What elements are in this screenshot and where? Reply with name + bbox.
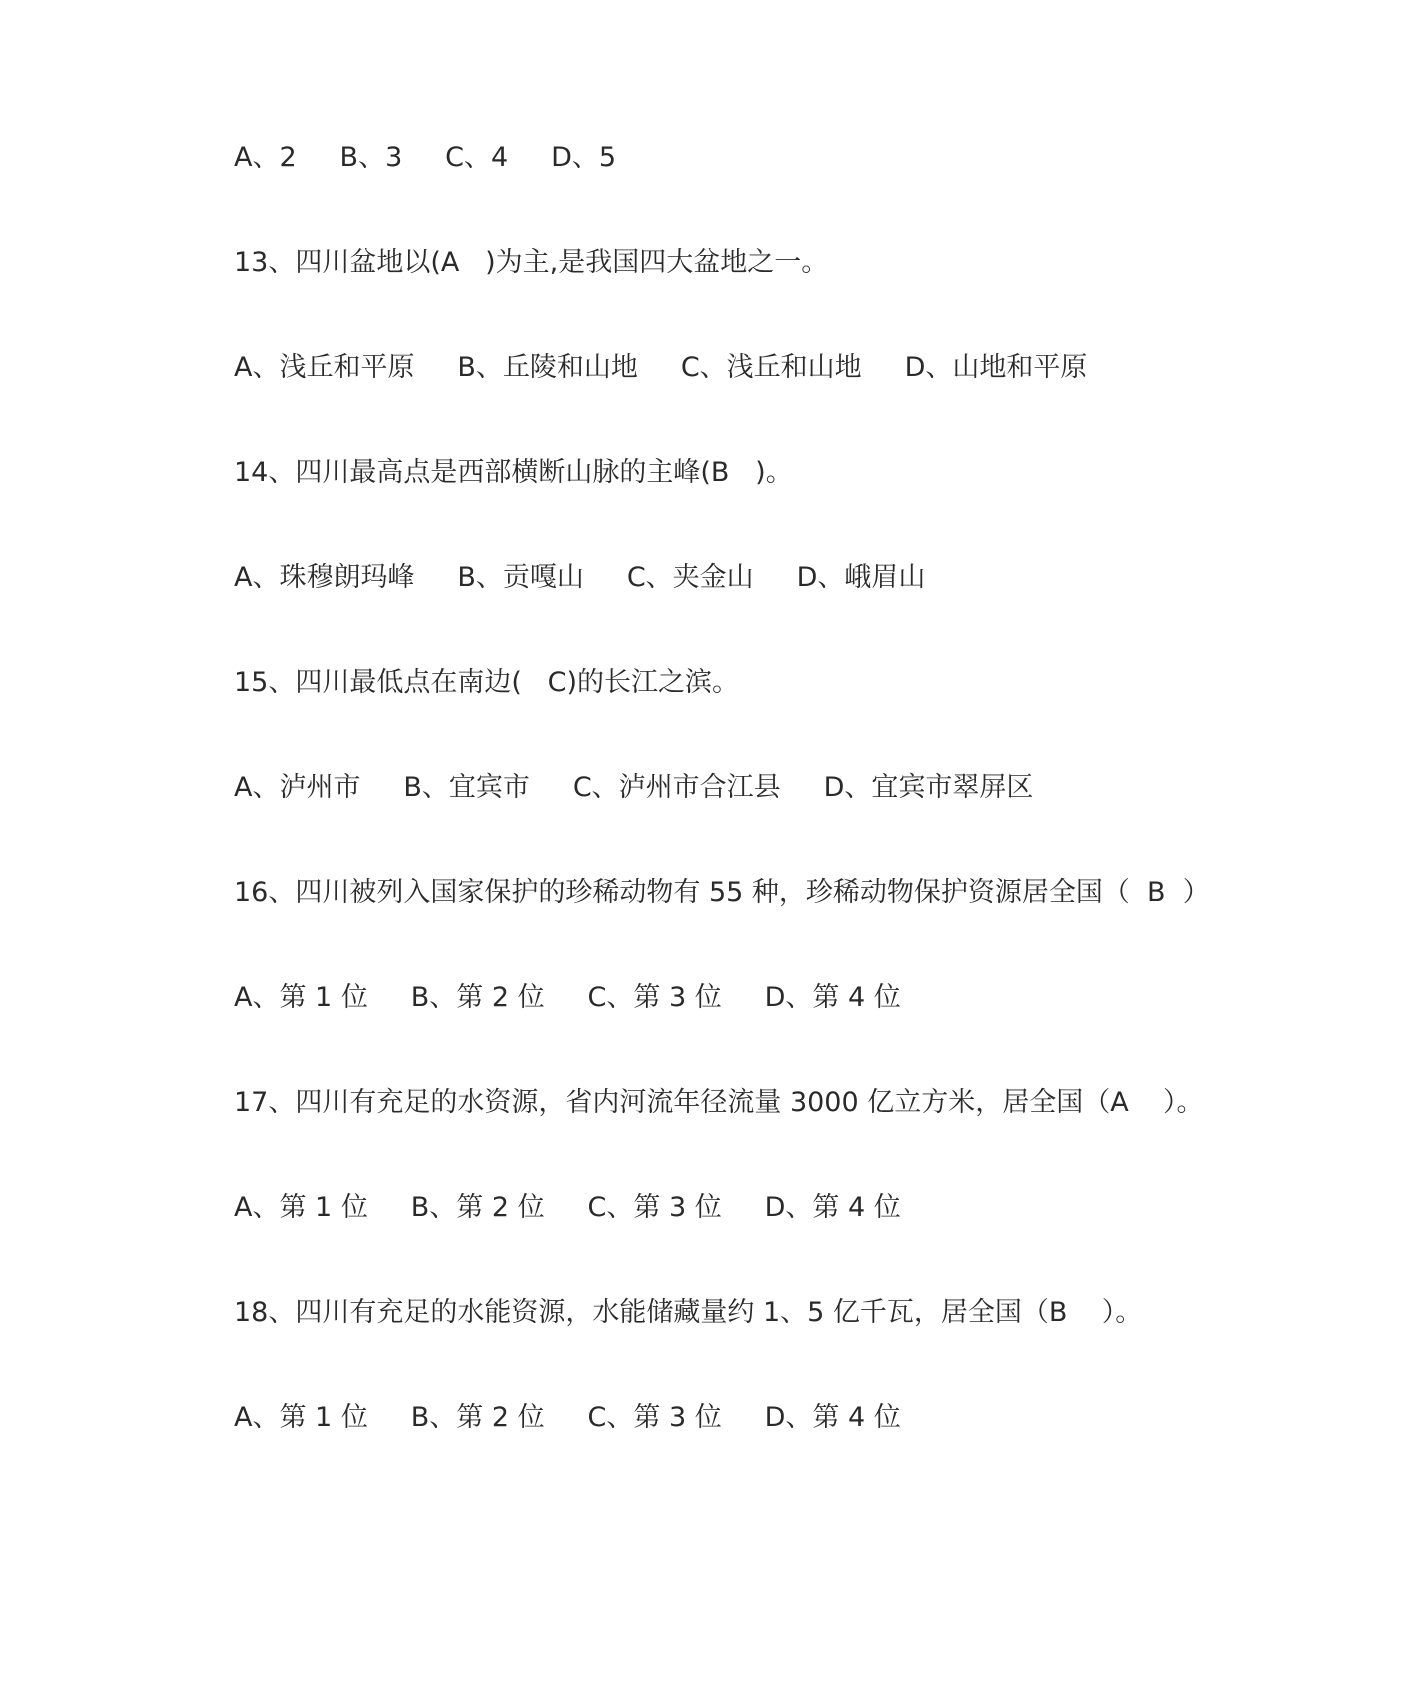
- q15-question: 15、四川最低点在南边( C)的长江之滨。: [234, 667, 740, 698]
- q17-options: A、第 1 位 B、第 2 位 C、第 3 位 D、第 4 位: [234, 1192, 901, 1223]
- q17-question: 17、四川有充足的水资源，省内河流年径流量 3000 亿立方米，居全国（A ）。: [234, 1087, 1204, 1118]
- q13-question: 13、四川盆地以(A )为主,是我国四大盆地之一。: [234, 247, 829, 278]
- q16-question: 16、四川被列入国家保护的珍稀动物有 55 种，珍稀动物保护资源居全国（ B ）: [234, 877, 1210, 908]
- q18-options: A、第 1 位 B、第 2 位 C、第 3 位 D、第 4 位: [234, 1402, 901, 1433]
- q18-question: 18、四川有充足的水能资源，水能储藏量约 1、5 亿千瓦，居全国（B ）。: [234, 1297, 1143, 1328]
- q13-options: A、浅丘和平原 B、丘陵和山地 C、浅丘和山地 D、山地和平原: [234, 352, 1088, 383]
- q15-options: A、泸州市 B、宜宾市 C、泸州市合江县 D、宜宾市翠屏区: [234, 772, 1034, 803]
- q16-options: A、第 1 位 B、第 2 位 C、第 3 位 D、第 4 位: [234, 982, 901, 1013]
- q14-options: A、珠穆朗玛峰 B、贡嘎山 C、夹金山 D、峨眉山: [234, 562, 926, 593]
- q12-options: A、2 B、3 C、4 D、5: [234, 142, 617, 173]
- q14-question: 14、四川最高点是西部横断山脉的主峰(B )。: [234, 457, 793, 488]
